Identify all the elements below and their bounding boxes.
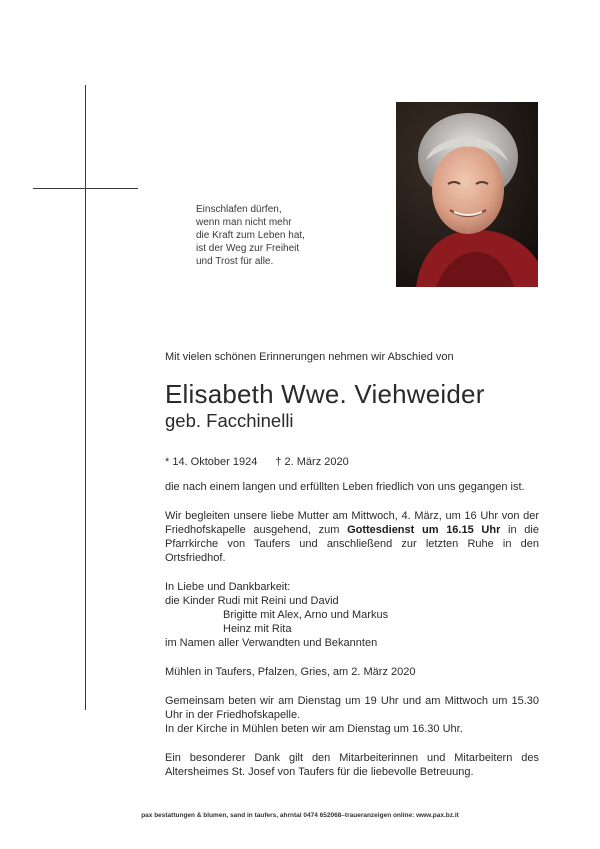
- mourners-line: Heinz mit Rita: [223, 623, 292, 635]
- obituary-body: [165, 350, 539, 779]
- mourners-heading: In Liebe und Dankbarkeit:: [165, 581, 291, 593]
- prayer-line: Gemeinsam beten wir am Dienstag um 19 Uhr und am Mittwoch um 15.30 Uhr in der Friedhofskapelle.: [165, 695, 539, 721]
- service-time-highlight: Gottesdienst um 16.15 Uhr: [347, 524, 501, 536]
- mourners-list: [165, 580, 539, 650]
- portrait-image: [396, 102, 538, 287]
- memorial-quote: [196, 203, 336, 268]
- life-dates: [165, 455, 539, 469]
- mourners-line: die Kinder Rudi mit Reini und David: [165, 595, 339, 607]
- thanks-text: Ein besonderer Dank gilt den Mitarbeiterinnen und Mitarbeitern des Altersheimes St. Josef von Taufers für die liebevolle Betreuung.: [165, 752, 539, 778]
- place-and-date: Mühlen in Taufers, Pfalzen, Gries, am 2. März 2020: [165, 666, 416, 678]
- cross-vertical-bar: [85, 85, 86, 710]
- footer-imprint: pax bestattungen & blumen, sand in taufers, ahrntal 0474 652068–traueranzeigen online: www.pax.bz.it: [141, 812, 459, 819]
- prayer-line: In der Kirche in Mühlen beten wir am Dienstag um 16.30 Uhr.: [165, 723, 463, 735]
- cross-horizontal-bar: [33, 188, 138, 189]
- service-text: [165, 509, 539, 565]
- birth-name: geb. Facchinelli: [165, 410, 294, 431]
- quote-line: und Trost für alle.: [196, 256, 274, 267]
- mourners-line: Brigitte mit Alex, Arno und Markus: [223, 609, 389, 621]
- deceased-name: Elisabeth Wwe. Viehweider: [165, 379, 485, 409]
- intro-text: Mit vielen schönen Erinnerungen nehmen wir Abschied von: [165, 351, 454, 363]
- prayer-info: [165, 694, 539, 736]
- quote-line: wenn man nicht mehr: [196, 217, 292, 228]
- service-text-end: in die Pfarrkirche von Taufers und anschließend zur letzten Ruhe in den Ortsfriedhof.: [165, 524, 539, 564]
- quote-line: Einschlafen dürfen,: [196, 204, 282, 215]
- mourners-line: im Namen aller Verwandten und Bekannten: [165, 637, 378, 649]
- birth-date: * 14. Oktober 1924: [165, 456, 258, 468]
- life-text: die nach einem langen und erfüllten Leben friedlich von uns gegangen ist.: [165, 481, 525, 493]
- quote-line: ist der Weg zur Freiheit: [196, 243, 300, 254]
- quote-line: die Kraft zum Leben hat,: [196, 230, 305, 241]
- death-date: † 2. März 2020: [275, 456, 349, 468]
- service-text-start: Wir begleiten unsere liebe Mutter am Mittwoch, 4. März, um 16 Uhr von der Friedhofskapelle ausgehend, zum: [165, 510, 539, 536]
- portrait-photo: [396, 102, 538, 287]
